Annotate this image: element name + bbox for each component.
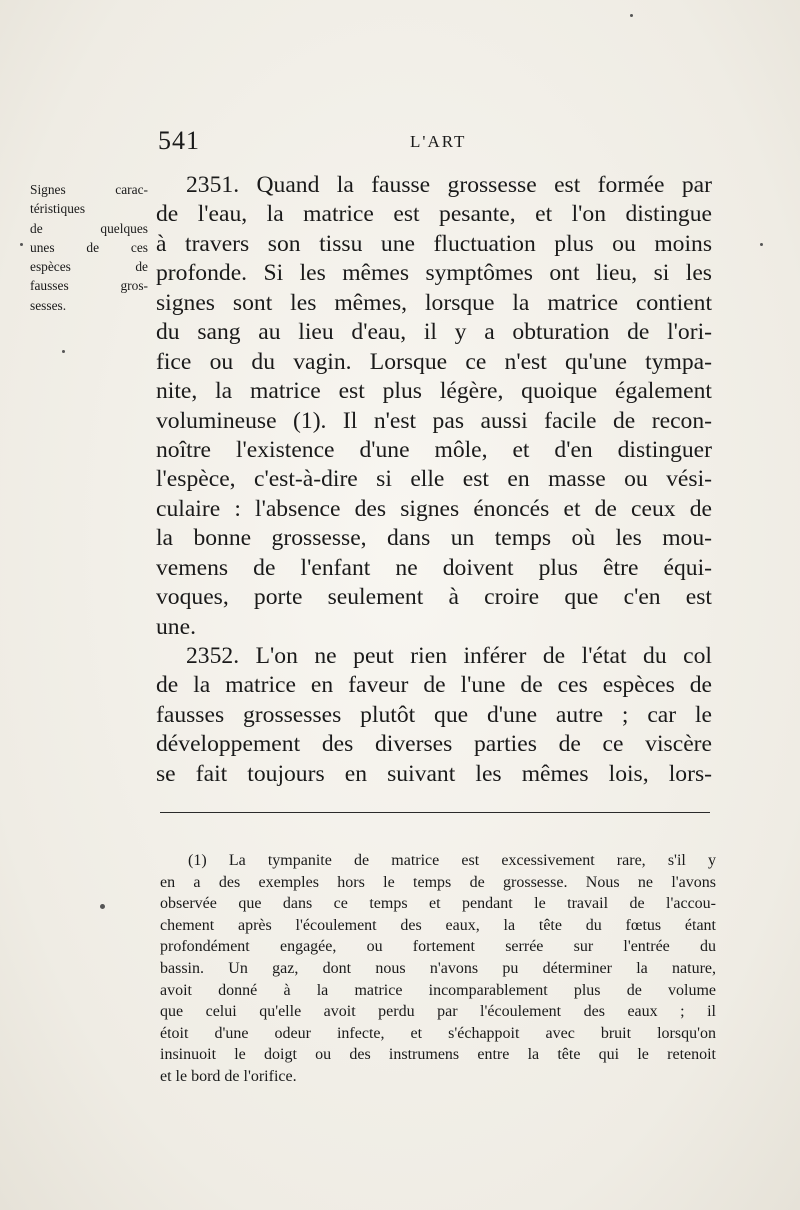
footnote-line: observée que dans ce temps et pendant le travail de l'accou- [160,895,716,913]
footnote-line: insinuoit le doigt ou des instrumens entre la tête qui le retenoit [160,1046,716,1064]
margin-note-line: sesses. [30,297,67,313]
ink-speck [100,904,105,909]
paragraph-2351-line: vemens de l'enfant ne doivent plus être équi- [156,554,712,581]
paragraph-2352-line: 2352. L'on ne peut rien inférer de l'état du col [186,643,712,669]
paragraph-2351-line: 2351. Quand la fausse grossesse est formée par [186,172,712,198]
margin-note-line: Signes carac- [30,182,148,197]
footnote-line: étoit d'une odeur infecte, et s'échappoit avec bruit lorsqu'on [160,1024,716,1042]
paragraph-2352-line: se fait toujours en suivant les mêmes lois, lors- [156,760,712,787]
paragraph-2351-line: une. [156,613,196,640]
footnote-separator [160,812,710,813]
paragraph-2352-line: développement des diverses parties de ce viscère [156,731,712,758]
main-text [156,171,712,789]
paragraph-2352-line: de la matrice en faveur de l'une de ces espèces de [156,672,712,699]
paragraph-2351-line: nite, la matrice est plus légère, quoique également [156,378,712,405]
ink-speck [62,350,65,353]
running-head: L'ART [410,132,467,151]
footnote-line: chement après l'écoulement des eaux, la tête du fœtus étant [160,916,716,934]
footnote-line: bassin. Un gaz, dont nous n'avons pu déterminer la nature, [160,959,716,977]
paragraph-2351-line: signes sont les mêmes, lorsque la matrice contient [156,289,712,316]
paragraph-2351-line: culaire : l'absence des signes énoncés et de ceux de [156,495,712,522]
footnote-line: que celui qu'elle avoit perdu par l'écoulement des eaux ; il [160,1003,716,1021]
paragraph-2351-line: de l'eau, la matrice est pesante, et l'on distingue [156,201,712,228]
ink-speck [760,243,763,246]
paragraph-2352-line: fausses grossesses plutôt que d'une autre ; car le [156,701,712,728]
ink-speck [20,243,23,246]
ink-speck [630,14,633,17]
margin-note-line: de quelques [30,220,148,236]
paragraph-2351-line: noître l'existence d'une môle, et d'en distinguer [156,436,712,463]
paragraph-2351-line: l'espèce, c'est-à-dire si elle est en masse ou vési- [156,466,712,493]
footnote-line: profondément engagée, ou fortement serrée sur l'entrée du [160,938,716,956]
footnote-line: en a des exemples hors le temps de grossesse. Nous ne l'avons [160,873,716,891]
margin-note-line: unes de ces [30,239,148,255]
margin-note [30,180,148,315]
footnote [160,850,716,1088]
page-number: 541 [158,126,200,155]
margin-note-line: fausses gros- [30,278,148,294]
paragraph-2351-line: volumineuse (1). Il n'est pas aussi facile de recon- [156,407,712,434]
paragraph-2351-line: fice ou du vagin. Lorsque ce n'est qu'une tympa- [156,348,712,375]
margin-note-line: espèces de [30,259,148,275]
footnote-line: (1) La tympanite de matrice est excessivement rare, s'il y [188,852,716,869]
footnote-line: avoit donné à la matrice incomparablement plus de volume [160,981,716,999]
paragraph-2351-line: à travers son tissu une fluctuation plus ou moins [156,230,712,257]
paragraph-2351-line: du sang au lieu d'eau, il y a obturation de l'ori- [156,319,712,346]
footnote-line: et le bord de l'orifice. [160,1067,297,1085]
paragraph-2351-line: voques, porte seulement à croire que c'en est [156,584,712,611]
margin-note-line: téristiques [30,201,86,217]
paragraph-2351-line: la bonne grossesse, dans un temps où les mou- [156,525,712,552]
paragraph-2351-line: profonde. Si les mêmes symptômes ont lieu, si les [156,260,712,287]
